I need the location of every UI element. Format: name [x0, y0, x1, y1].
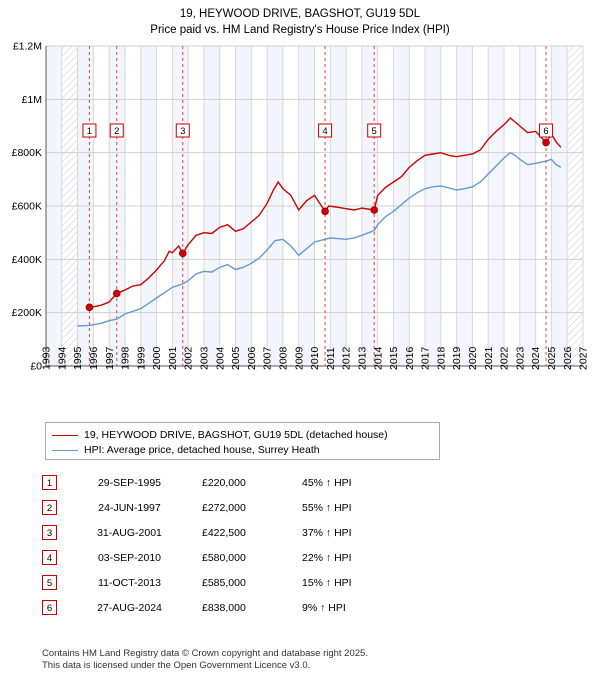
svg-text:2006: 2006 — [245, 346, 258, 370]
svg-text:2008: 2008 — [277, 346, 290, 370]
svg-text:£200K: £200K — [11, 307, 42, 320]
legend-swatch-hpi — [52, 450, 78, 451]
svg-text:£1M: £1M — [21, 93, 42, 106]
svg-text:4: 4 — [322, 125, 328, 137]
footer-line-1: Contains HM Land Registry data © Crown copyright and database right 2025. — [42, 648, 368, 659]
svg-text:2013: 2013 — [356, 346, 369, 370]
sale-price: £272,000 — [202, 501, 246, 514]
svg-text:2004: 2004 — [214, 346, 227, 370]
sale-date: 27-AUG-2024 — [97, 601, 162, 614]
legend-swatch-property — [52, 435, 78, 436]
legend-item-property — [52, 428, 433, 442]
sale-hpi-delta: 15% ↑ HPI — [302, 576, 352, 589]
svg-text:6: 6 — [543, 125, 549, 137]
sale-index-badge: 2 — [42, 500, 57, 515]
svg-text:3: 3 — [180, 125, 186, 137]
svg-text:1: 1 — [86, 125, 93, 137]
sale-hpi-delta: 9% ↑ HPI — [302, 601, 346, 614]
sale-date: 03-SEP-2010 — [97, 551, 162, 564]
sale-hpi-delta: 37% ↑ HPI — [302, 526, 352, 539]
price-history-chart — [0, 40, 600, 370]
svg-text:2015: 2015 — [388, 346, 401, 370]
chart-legend — [45, 422, 440, 460]
svg-text:1994: 1994 — [56, 346, 69, 370]
sale-hpi-delta: 55% ↑ HPI — [302, 501, 352, 514]
sale-price: £580,000 — [202, 551, 246, 564]
svg-text:2026: 2026 — [561, 346, 574, 370]
table-row — [42, 570, 562, 595]
legend-item-hpi — [52, 443, 433, 457]
page-title: 19, HEYWOOD DRIVE, BAGSHOT, GU19 5DL — [179, 8, 421, 20]
sale-index-badge: 5 — [42, 575, 57, 590]
table-row — [42, 470, 562, 495]
svg-text:2005: 2005 — [230, 346, 243, 370]
sale-index-badge: 1 — [42, 475, 57, 490]
svg-text:2: 2 — [114, 125, 120, 137]
table-row — [42, 545, 562, 570]
legend-label-hpi: HPI: Average price, detached house, Surrey Heath — [84, 444, 320, 456]
footer-attribution — [42, 648, 582, 672]
svg-text:£0: £0 — [30, 360, 42, 370]
svg-text:2011: 2011 — [324, 347, 337, 370]
svg-text:5: 5 — [371, 125, 377, 137]
table-row — [42, 520, 562, 545]
svg-text:1993: 1993 — [40, 346, 53, 370]
sale-index-badge: 4 — [42, 550, 57, 565]
sale-date: 11-OCT-2013 — [98, 576, 161, 589]
sale-hpi-delta: 22% ↑ HPI — [302, 551, 352, 564]
table-row — [42, 495, 562, 520]
svg-text:2009: 2009 — [293, 346, 306, 370]
sale-price: £422,500 — [202, 526, 246, 539]
svg-text:2001: 2001 — [167, 346, 179, 370]
sales-table — [42, 470, 562, 620]
svg-text:2022: 2022 — [498, 346, 511, 370]
sale-date: 31-AUG-2001 — [97, 526, 162, 539]
svg-text:2018: 2018 — [435, 346, 448, 370]
svg-text:2024: 2024 — [530, 346, 543, 370]
svg-text:1996: 1996 — [88, 346, 100, 370]
chart-title-block — [0, 0, 600, 38]
sale-price: £585,000 — [202, 576, 246, 589]
svg-text:2010: 2010 — [309, 346, 322, 370]
svg-text:1997: 1997 — [103, 346, 116, 370]
svg-text:2007: 2007 — [261, 346, 274, 370]
sale-date: 24-JUN-1997 — [98, 501, 161, 514]
svg-text:2002: 2002 — [182, 346, 195, 370]
svg-text:2017: 2017 — [419, 346, 432, 370]
svg-text:1995: 1995 — [72, 346, 85, 370]
legend-label-property: 19, HEYWOOD DRIVE, BAGSHOT, GU19 5DL (detached house) — [84, 429, 388, 441]
footer-line-2: This data is licensed under the Open Government Licence v3.0. — [42, 660, 311, 671]
svg-text:2023: 2023 — [514, 346, 527, 370]
svg-text:2027: 2027 — [577, 346, 590, 370]
svg-text:2021: 2021 — [482, 346, 495, 370]
svg-text:£800K: £800K — [11, 147, 42, 160]
sale-hpi-delta: 45% ↑ HPI — [302, 476, 352, 489]
sale-index-badge: 3 — [42, 525, 57, 540]
page-subtitle: Price paid vs. HM Land Registry's House Price Index (HPI) — [150, 24, 450, 36]
svg-text:1999: 1999 — [135, 346, 148, 370]
sale-price: £838,000 — [202, 601, 246, 614]
sale-price: £220,000 — [202, 476, 246, 489]
svg-text:£600K: £600K — [11, 200, 42, 213]
svg-text:£1.2M: £1.2M — [12, 40, 42, 53]
chart-area — [0, 40, 600, 370]
sale-date: 29-SEP-1995 — [97, 476, 162, 489]
svg-text:2012: 2012 — [340, 346, 353, 370]
svg-text:2025: 2025 — [546, 346, 558, 370]
svg-text:2014: 2014 — [372, 346, 385, 370]
svg-text:2000: 2000 — [151, 346, 164, 370]
svg-text:1998: 1998 — [119, 346, 132, 370]
table-row — [42, 595, 562, 620]
svg-text:£400K: £400K — [11, 253, 42, 266]
svg-text:2016: 2016 — [403, 346, 416, 370]
svg-text:2019: 2019 — [451, 346, 464, 370]
sale-index-badge: 6 — [42, 600, 57, 615]
svg-text:2003: 2003 — [198, 346, 211, 370]
svg-text:2020: 2020 — [467, 346, 479, 370]
